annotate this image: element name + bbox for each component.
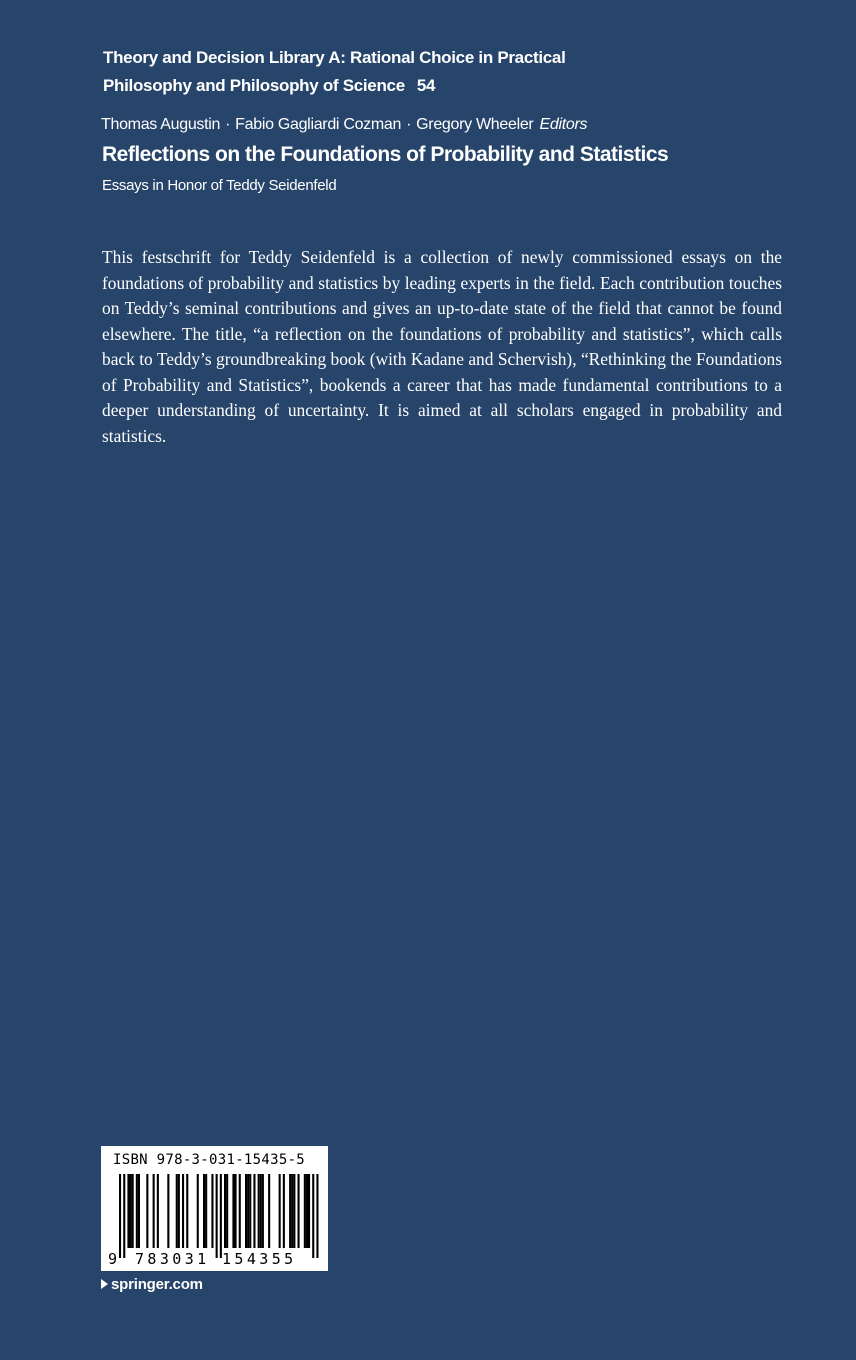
barcode-bar <box>205 1174 207 1248</box>
barcode-bar <box>306 1174 308 1248</box>
barcode-bar <box>268 1174 270 1248</box>
barcode-bar <box>203 1174 205 1248</box>
arrow-right-icon <box>101 1279 108 1289</box>
editor-separator: · <box>225 116 231 133</box>
series-title-line-1: Theory and Decision Library A: Rational Choice in Practical <box>103 48 566 67</box>
book-title: Reflections on the Foundations of Probability and Statistics <box>102 143 669 166</box>
barcode-bar <box>308 1174 310 1248</box>
barcode-digit-first: 9 <box>108 1250 118 1268</box>
editor-name: Fabio Gagliardi Cozman <box>235 116 402 133</box>
series-title-line-2-text: Philosophy and Philosophy of Science <box>103 76 405 95</box>
barcode-bar <box>178 1174 180 1248</box>
barcode-bar <box>291 1174 293 1248</box>
barcode-guard-bar <box>123 1174 125 1258</box>
barcode-bar <box>289 1174 291 1248</box>
barcode-bar <box>146 1174 148 1248</box>
barcode-digit-group-1: 783031 <box>135 1250 210 1268</box>
publisher-url: springer.com <box>111 1276 203 1293</box>
barcode-guard-bar <box>119 1174 121 1258</box>
barcode-bar <box>304 1174 306 1248</box>
isbn-barcode <box>101 1146 328 1271</box>
publisher-link[interactable] <box>101 1275 203 1295</box>
barcode-bar <box>167 1174 169 1248</box>
editor-name: Thomas Augustin <box>101 116 221 133</box>
book-description: This festschrift for Teddy Seidenfeld is a collection of newly commissioned essays on the foundations of probability and statistics by leading experts in the field. Each contribution touches on Teddy’s seminal contributions and gives an up-to-date state of the field that cannot be found elsewhere. The title, “a reflection on the foundations of probability and statistics”, which calls back to Teddy’s groundbreaking book (with Kadane and Schervish), “Rethinking the Foundations of Probability and Statistics”, bookends a career that has made fundamental contributions to a deeper understanding of uncertainty. It is aimed at all scholars engaged in probability and statistics. <box>102 247 782 446</box>
barcode-bar <box>232 1174 234 1248</box>
barcode-bar <box>224 1174 226 1248</box>
editor-separator: · <box>406 116 412 133</box>
barcode-bar <box>176 1174 178 1248</box>
editor-name: Gregory Wheeler <box>416 116 534 133</box>
barcode-bar <box>182 1174 184 1248</box>
barcode-bar <box>127 1174 129 1248</box>
barcode-bar <box>136 1174 138 1248</box>
isbn-label: ISBN 978-3-031-15435-5 <box>113 1152 306 1168</box>
barcode-bar <box>235 1174 237 1248</box>
series-title <box>103 44 743 100</box>
barcode-bar <box>239 1174 241 1248</box>
barcode-guard-bar <box>216 1174 218 1258</box>
barcode-bar <box>226 1174 228 1248</box>
barcode-bars <box>105 1172 324 1268</box>
barcode-bar <box>157 1174 159 1248</box>
editors-line <box>101 113 761 137</box>
barcode-bar <box>279 1174 281 1248</box>
barcode-guard-bar <box>312 1174 314 1258</box>
barcode-bar <box>249 1174 251 1248</box>
series-title-line-2 <box>103 72 743 100</box>
barcode-bar <box>245 1174 247 1248</box>
barcode-bar <box>260 1174 262 1248</box>
barcode-bar <box>247 1174 249 1248</box>
barcode-bar <box>186 1174 188 1248</box>
barcode-guard-bar <box>220 1174 222 1258</box>
barcode-bar <box>132 1174 134 1248</box>
editors-role: Editors <box>539 116 588 133</box>
barcode-guard-bar <box>316 1174 318 1258</box>
barcode-bar <box>298 1174 300 1248</box>
barcode-digit-group-2: 154355 <box>222 1250 297 1268</box>
barcode-bar <box>258 1174 260 1248</box>
barcode-bar <box>138 1174 140 1248</box>
barcode-bar <box>130 1174 132 1248</box>
barcode-bar <box>293 1174 295 1248</box>
barcode-bar <box>262 1174 264 1248</box>
barcode-bar <box>253 1174 255 1248</box>
barcode-bar <box>283 1174 285 1248</box>
barcode-bar <box>211 1174 213 1248</box>
series-number: 54 <box>416 76 436 95</box>
book-subtitle: Essays in Honor of Teddy Seidenfeld <box>102 177 337 194</box>
barcode-bar <box>153 1174 155 1248</box>
barcode-bar <box>197 1174 199 1248</box>
